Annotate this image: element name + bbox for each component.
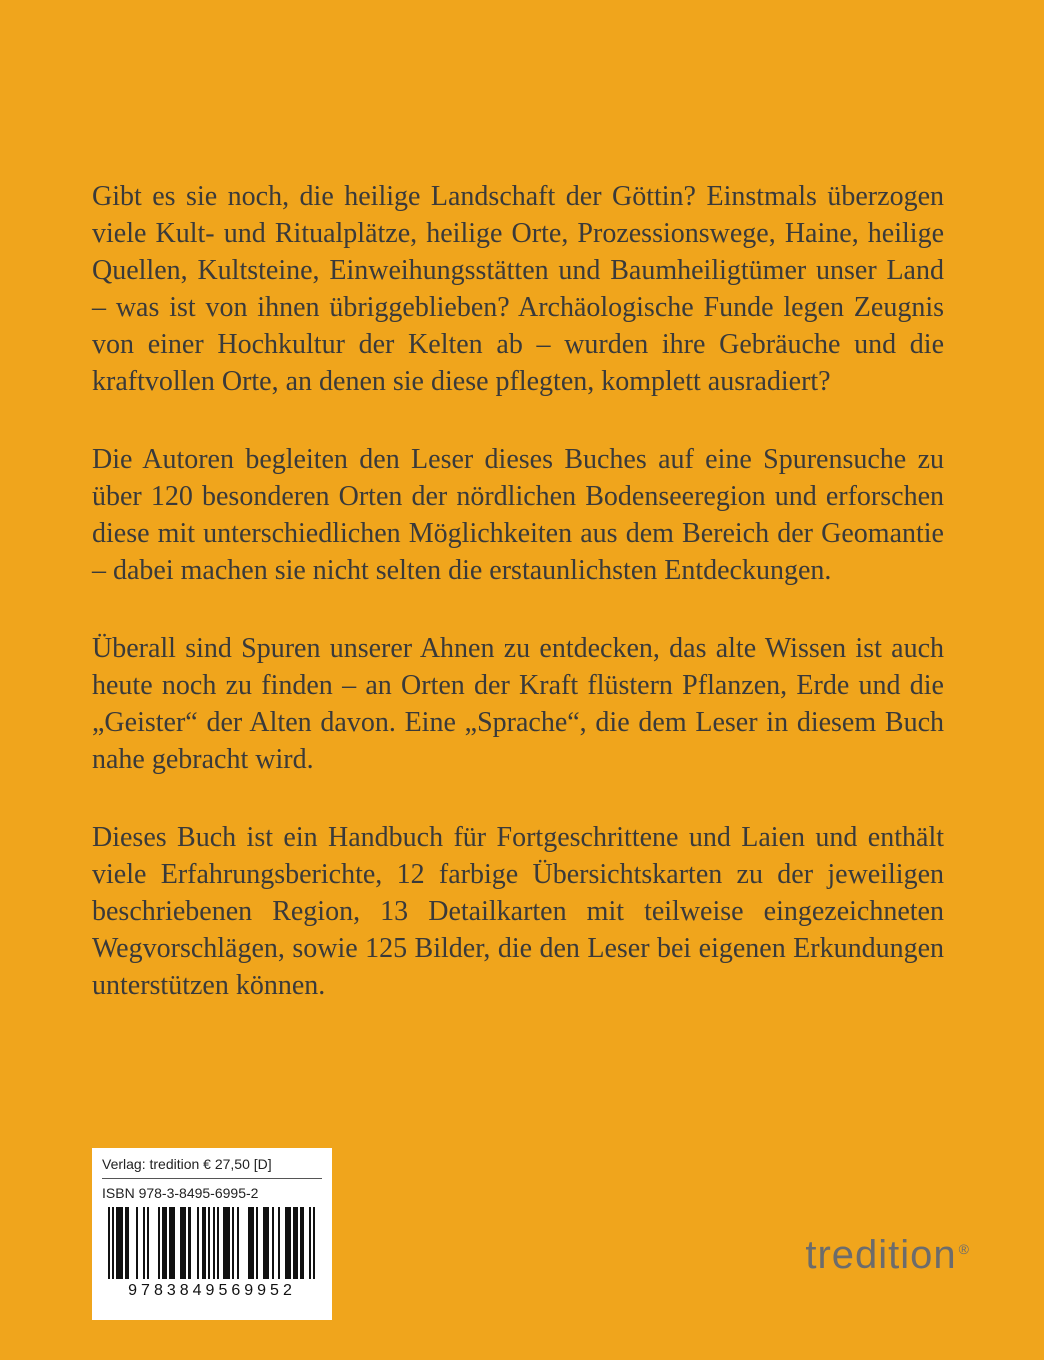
tredition-logo <box>805 1233 970 1278</box>
isbn-barcode-box <box>92 1148 332 1320</box>
logo-text: tredition <box>805 1233 957 1277</box>
publisher-price-line: Verlag: tredition € 27,50 [D] <box>102 1154 322 1179</box>
blurb-text-block <box>92 178 944 1045</box>
blurb-paragraph-1: Gibt es sie noch, die heilige Landschaft der Göttin? Einstmals überzogen viele Kult- und Ritualplätze, heilige Orte, Prozessionswege, Haine, heilige Quellen, Kultsteine, Einweihungsstätten und Baumheiligtümer unser Land – was ist von ihnen übriggeblieben? Archäologische Funde legen Zeugnis von einer Hochkultur der Kelten ab – wurden ihre Gebräuche und die kraftvollen Orte, an denen sie diese pflegten, komplett ausradiert? <box>92 181 944 397</box>
blurb-paragraph-4: Dieses Buch ist ein Handbuch für Fortgeschrittene und Laien und enthält viele Erfahrungsberichte, 12 farbige Übersichtskarten zu der jeweiligen beschriebenen Region, 13 Detailkarten mit teilweise eingezeichneten Wegvorschlägen, sowie 125 Bilder, die den Leser bei eigenen Erkundungen unterstützen können. <box>92 822 944 1001</box>
blurb-paragraph-2: Die Autoren begleiten den Leser dieses Buches auf eine Spurensuche zu über 120 besonderen Orten der nördlichen Bodenseeregion und erforschen diese mit unterschiedlichen Möglichkeiten aus dem Bereich der Geomantie – dabei machen sie nicht selten die erstaunlichsten Entdeckungen. <box>92 444 944 586</box>
barcode-digits: 9783849569952 <box>128 1282 296 1299</box>
blurb-paragraph-3: Überall sind Spuren unserer Ahnen zu entdecken, das alte Wissen ist auch heute noch zu finden – an Orten der Kraft flüstern Pflanzen, Erde und die „Geister“ der Alten davon. Eine „Sprache“, die dem Leser in diesem Buch nahe gebracht wird. <box>92 633 944 775</box>
isbn-line: ISBN 978-3-8495-6995-2 <box>102 1185 259 1201</box>
registered-mark-icon: ® <box>958 1240 970 1257</box>
ean13-barcode <box>108 1207 317 1279</box>
